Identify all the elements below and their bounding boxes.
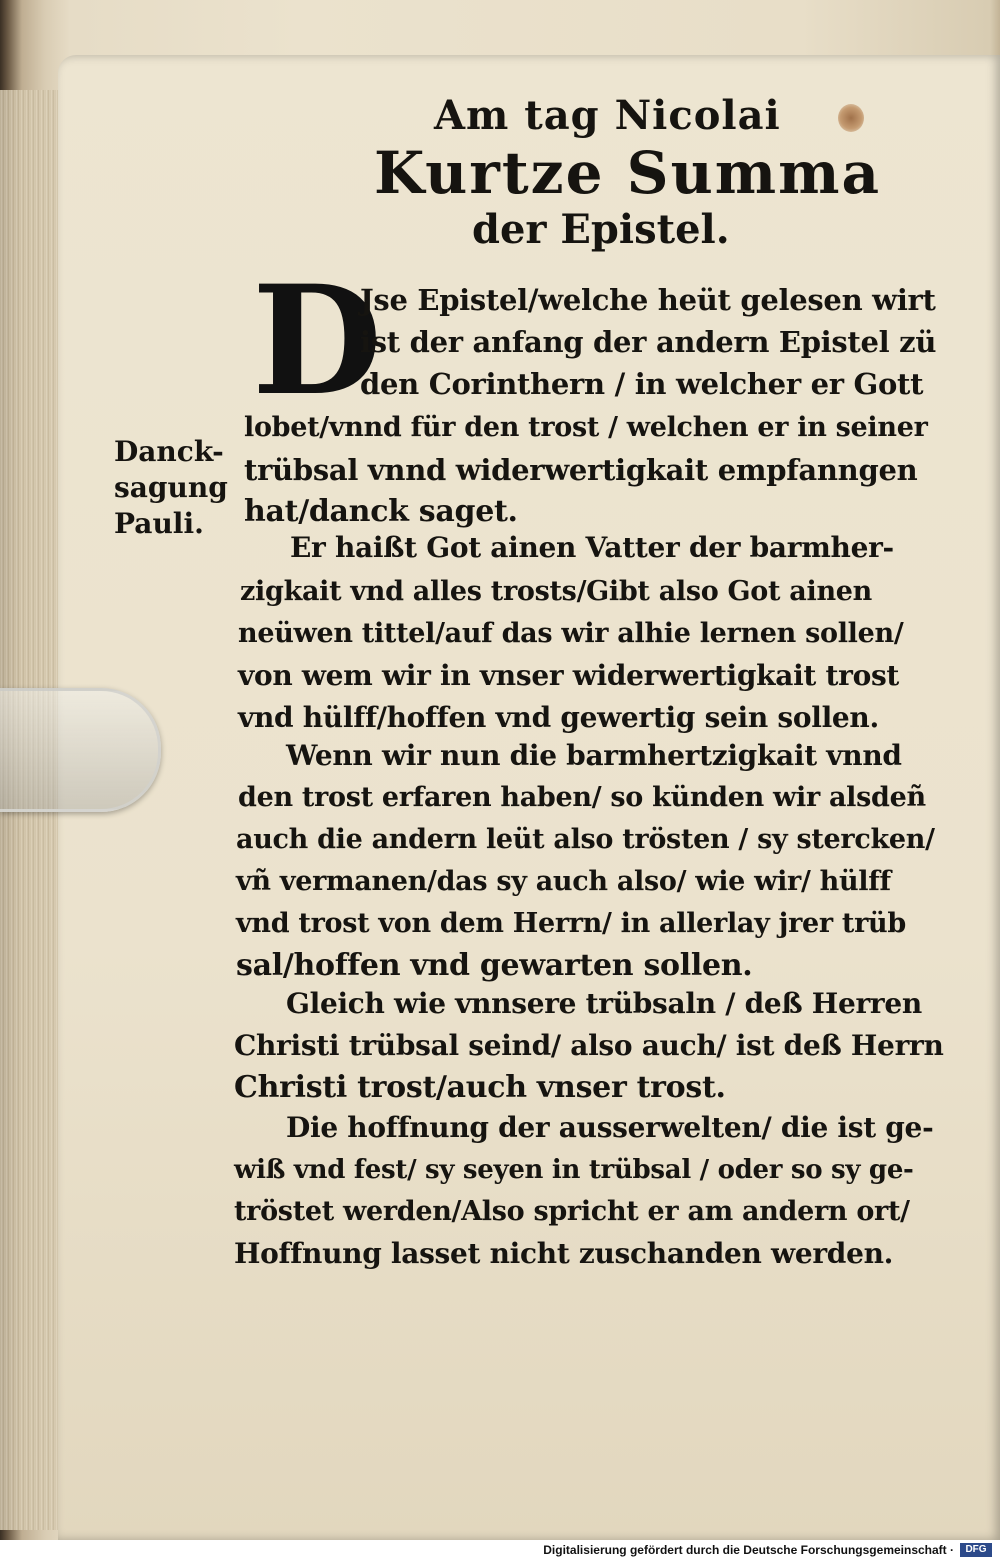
text-line: Gleich wie vnnsere trübsaln / deß Herren bbox=[286, 987, 922, 1020]
text-line: Jse Epistel/welche heüt gelesen wirt bbox=[360, 283, 936, 317]
text-line: Christi trübsal seind/ also auch/ ist deß Herrn bbox=[234, 1029, 944, 1062]
drop-cap: D bbox=[252, 253, 383, 429]
text-line: sal/hoffen vnd gewarten sollen. bbox=[236, 948, 753, 983]
text-line: Er haißt Got ainen Vatter der barmher- bbox=[290, 531, 894, 564]
heading-title: Kurtze Summa bbox=[374, 139, 882, 207]
text-line: trübsal vnnd widerwertigkait empfanngen bbox=[244, 453, 918, 487]
text-line: Wenn wir nun die barmhertzigkait vnnd bbox=[286, 739, 902, 772]
text-line: hat/danck saget. bbox=[244, 494, 518, 529]
text-line: wiß vnd fest/ sy seyen in trübsal / oder so sy ge- bbox=[234, 1155, 914, 1185]
page-stain bbox=[838, 104, 864, 132]
text-line: Hoffnung lasset nicht zuschanden werden. bbox=[234, 1237, 894, 1270]
footer-bar bbox=[0, 1540, 1000, 1560]
text-line: vnd trost von dem Herrn/ in allerlay jrer trüb bbox=[236, 908, 906, 939]
margin-note-line: Pauli. bbox=[114, 507, 204, 540]
text-line: neüwen tittel/auf das wir alhie lernen sollen/ bbox=[238, 618, 904, 649]
text-line: vñ vermanen/das sy auch also/ wie wir/ hülff bbox=[236, 866, 891, 897]
heading-subtitle: der Epistel. bbox=[472, 206, 730, 253]
text-line: zigkait vnd alles trosts/Gibt also Got ainen bbox=[240, 576, 872, 607]
text-line: auch die andern leüt also trösten / sy stercken/ bbox=[236, 824, 935, 855]
margin-note-line: sagung bbox=[114, 471, 228, 504]
margin-note-line: Danck- bbox=[114, 435, 224, 468]
text-line: tröstet werden/Also spricht er am andern ort/ bbox=[234, 1196, 910, 1227]
page-clip bbox=[0, 688, 161, 812]
funding-credit: Digitalisierung gefördert durch die Deutsche Forschungsgemeinschaft · bbox=[543, 1543, 954, 1557]
margin-note bbox=[114, 434, 228, 542]
text-line: lobet/vnnd für den trost / welchen er in seiner bbox=[244, 412, 928, 443]
text-line: vnd hülff/hoffen vnd gewertig sein sollen. bbox=[238, 701, 879, 734]
text-line: den trost erfaren haben/ so künden wir alsdeñ bbox=[238, 782, 926, 813]
text-line: Die hoffnung der ausserwelten/ die ist ge- bbox=[286, 1111, 934, 1144]
text-line: ist der anfang der andern Epistel zü bbox=[360, 325, 937, 359]
heading-occasion: Am tag Nicolai bbox=[434, 92, 781, 139]
text-line: Christi trost/auch vnser trost. bbox=[234, 1070, 726, 1105]
dfg-logo: DFG bbox=[960, 1543, 992, 1557]
text-line: von wem wir in vnser widerwertigkait trost bbox=[238, 659, 900, 692]
text-line: den Corinthern / in welcher er Gott bbox=[360, 367, 924, 401]
